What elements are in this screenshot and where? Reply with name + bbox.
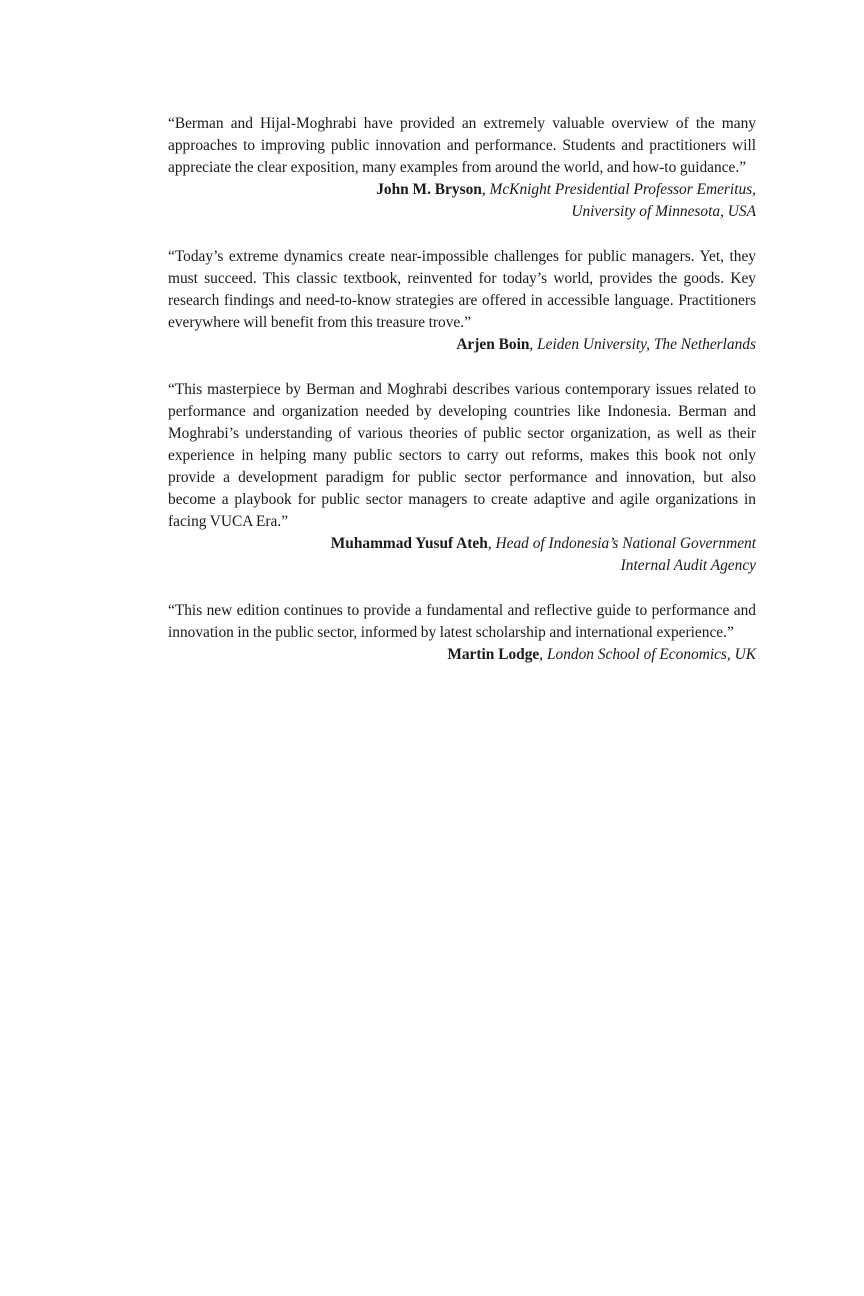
endorsement-ateh (168, 379, 756, 577)
endorser-name: Martin Lodge (447, 646, 540, 663)
endorsement-quote: “This new edition continues to provide a fundamental and reflective guide to performance and innovation in the public sector, informed by latest scholarship and international experience.” (168, 602, 756, 641)
endorser-name: Muhammad Yusuf Ateh (330, 535, 488, 552)
endorsement-boin (168, 246, 756, 356)
endorser-name: Arjen Boin (456, 336, 530, 353)
endorsements-page (168, 113, 756, 689)
endorsement-attribution: Martin Lodge, London School of Economics, UK (447, 646, 756, 663)
endorser-affiliation-line2: Internal Audit Agency (620, 557, 756, 574)
endorsement-lodge (168, 600, 756, 666)
endorsement-attribution: Arjen Boin, Leiden University, The Netherlands (456, 336, 756, 353)
endorser-affiliation-line2: University of Minnesota, USA (571, 203, 756, 220)
endorsement-quote: “Today’s extreme dynamics create near-impossible challenges for public managers. Yet, they must succeed. This classic textbook, reinvented for today’s world, provides the goods. Key research findings and need-to-know strategies are offered in accessible language. Practitioners everywhere will benefit from this treasure trove.” (168, 248, 756, 331)
endorsement-quote: “Berman and Hijal-Moghrabi have provided an extremely valuable overview of the many approaches to improving public innovation and performance. Students and practitioners will appreciate the clear exposition, many examples from around the world, and how-to guidance.” (168, 115, 756, 176)
endorser-affiliation: Leiden University, The Netherlands (537, 336, 756, 353)
endorsement-attribution: John M. Bryson, McKnight Presidential Professor Emeritus, University of Minnesota, USA (168, 179, 756, 223)
endorsement-bryson (168, 113, 756, 223)
endorsement-quote: “This masterpiece by Berman and Moghrabi describes various contemporary issues related to performance and organization needed by developing countries like Indonesia. Berman and Moghrabi’s understanding of various theories of public sector organization, as well as their experience in helping many public sectors to carry out reforms, makes this book not only provide a development paradigm for public sector performance and innovation, but also become a playbook for public sector managers to create adaptive and agile organizations in facing VUCA Era.” (168, 381, 756, 530)
endorser-affiliation: McKnight Presidential Professor Emeritus, (489, 181, 756, 198)
endorser-name: John M. Bryson (376, 181, 482, 198)
endorsement-attribution: Muhammad Yusuf Ateh, Head of Indonesia’s National Government Internal Audit Agency (168, 533, 756, 577)
endorser-affiliation: London School of Economics, UK (546, 646, 756, 663)
endorser-affiliation: Head of Indonesia’s National Government (495, 535, 756, 552)
